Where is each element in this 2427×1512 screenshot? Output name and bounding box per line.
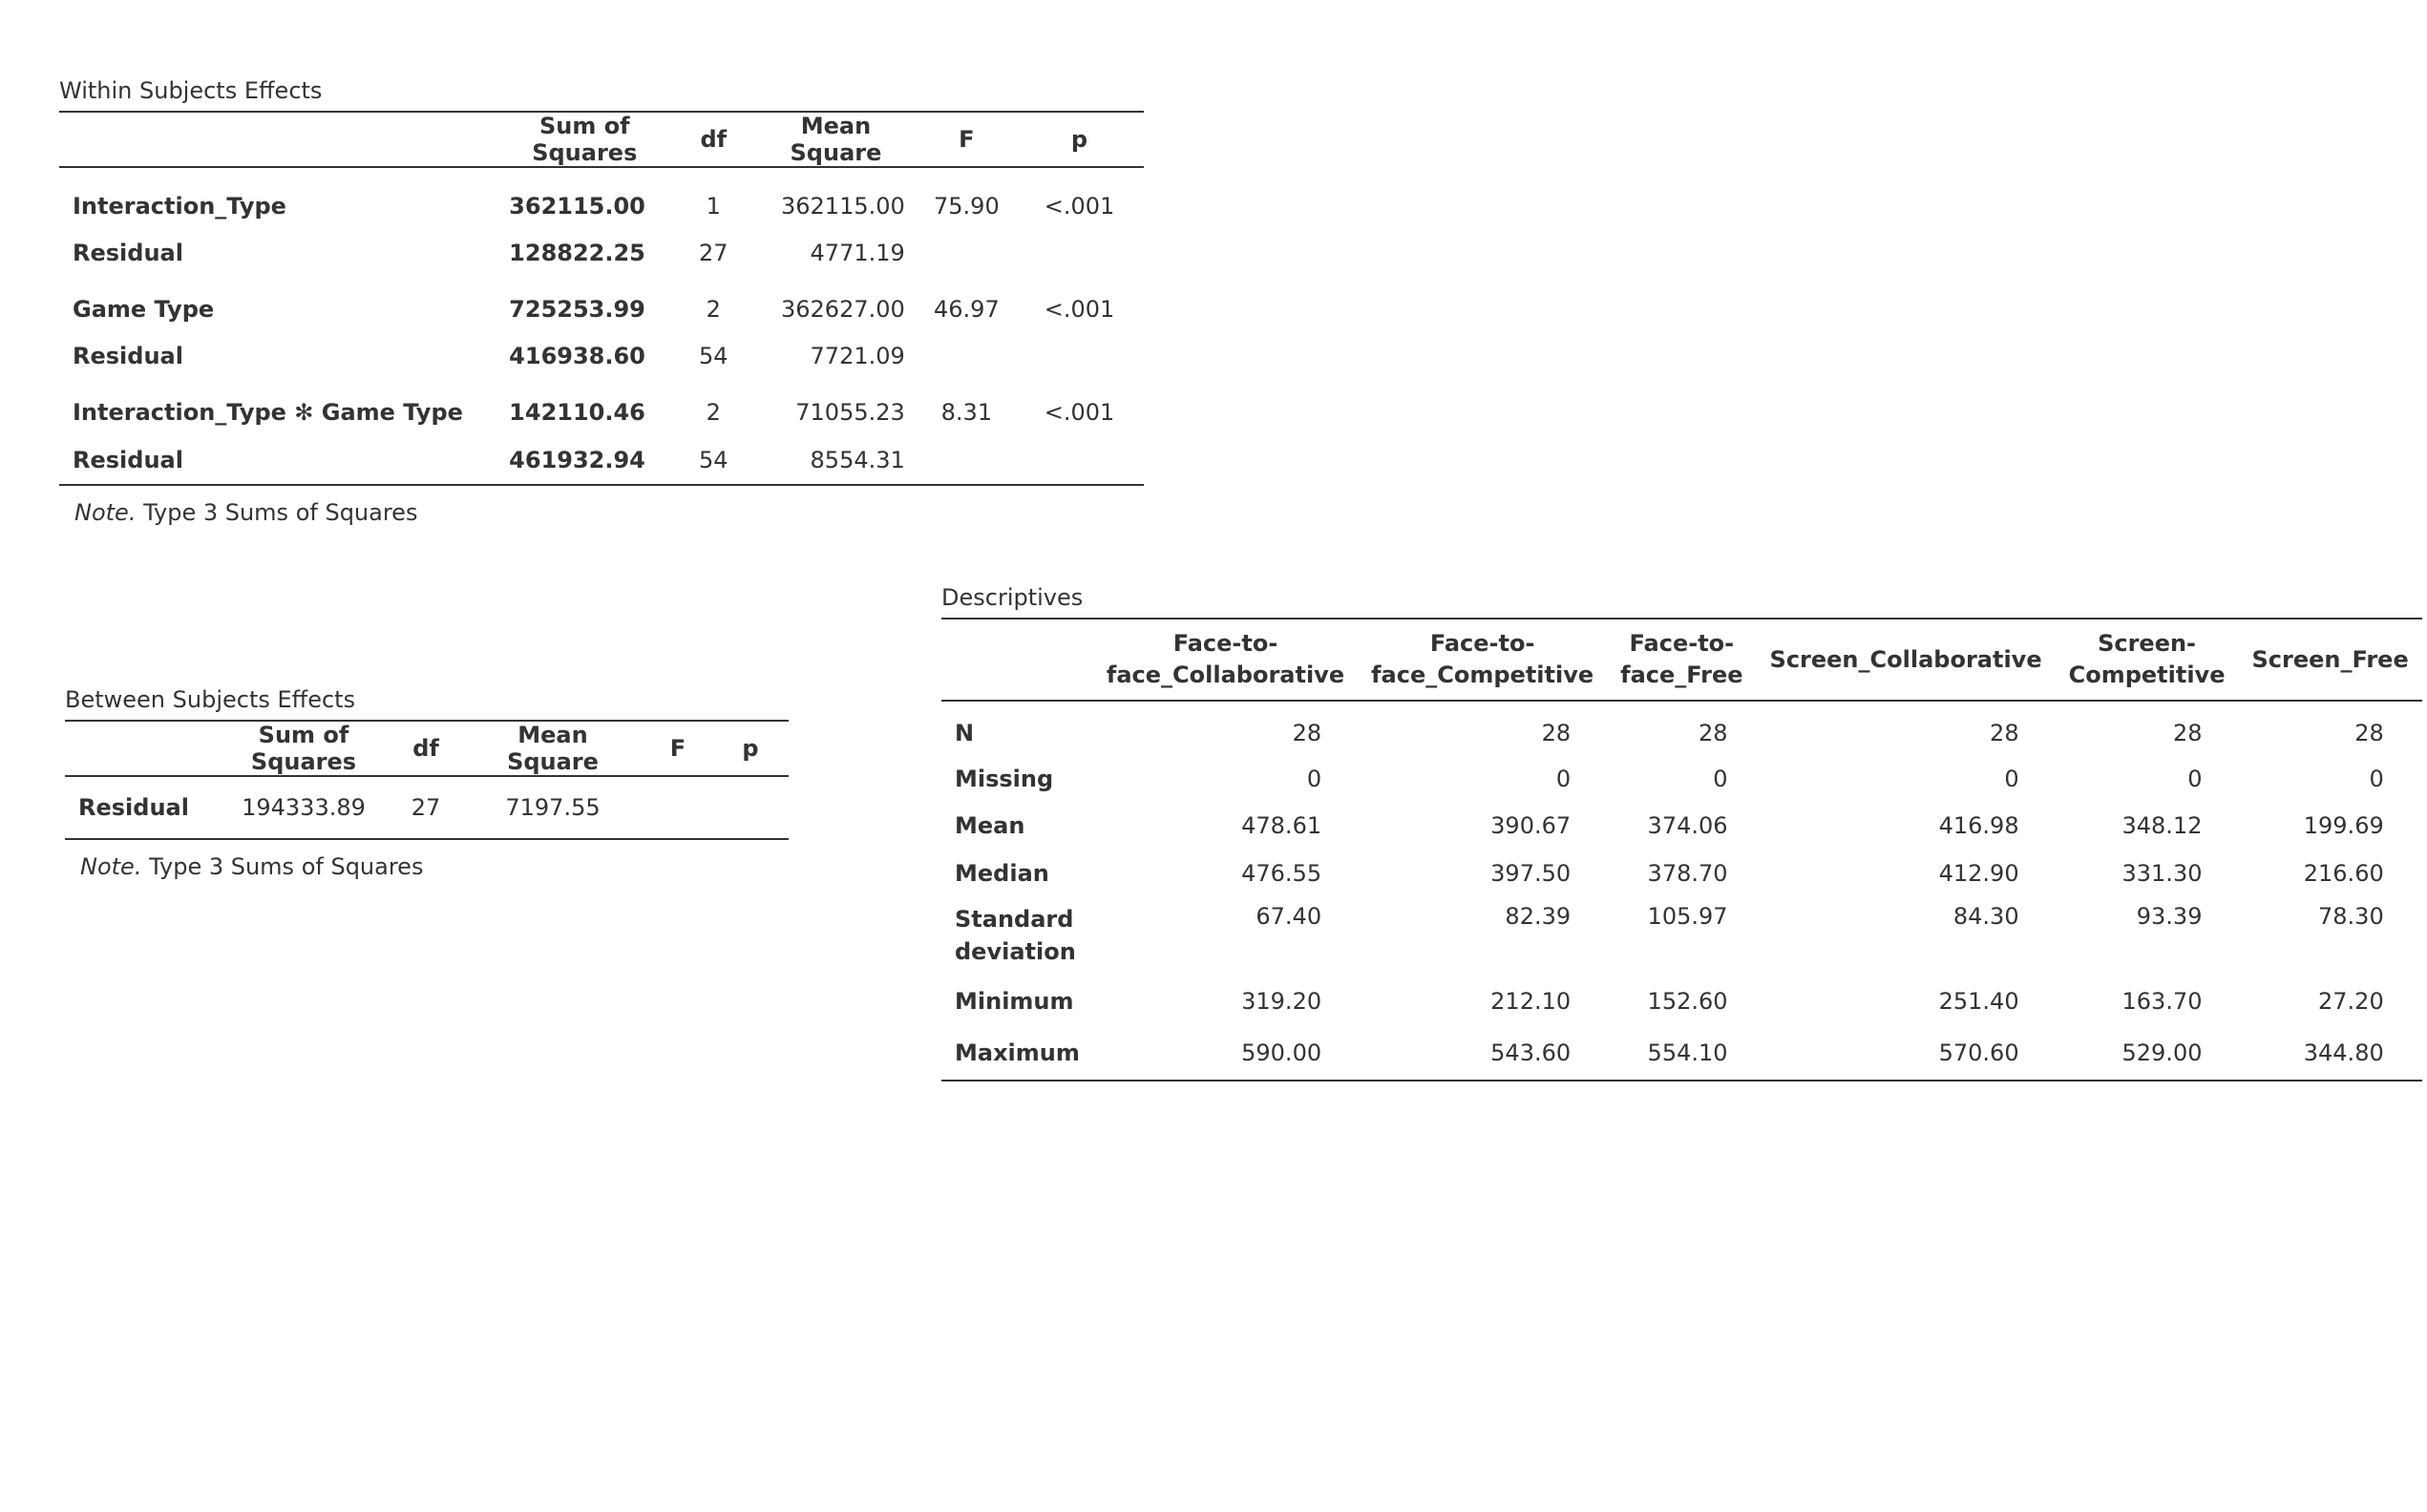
between-subjects-title: Between Subjects Effects bbox=[65, 686, 356, 713]
header-screen-competitive: Screen- Competitive bbox=[2068, 630, 2226, 688]
between-note bbox=[65, 840, 789, 880]
descriptives-table bbox=[941, 618, 2422, 1082]
table-row: N 28 28 28 28 28 28 bbox=[955, 720, 2384, 746]
header-screen-free: Screen_Free bbox=[2251, 646, 2409, 673]
table-row: Median 476.55 397.50 378.70 412.90 331.30 216.60 bbox=[955, 860, 2384, 887]
header-p: p bbox=[1070, 126, 1088, 153]
between-subjects-table bbox=[65, 720, 789, 840]
header-blank bbox=[65, 721, 218, 776]
header-f: F bbox=[669, 735, 686, 762]
header-face-to-face-competitive: Face-to- face_Competitive bbox=[1371, 630, 1594, 688]
header-face-to-face-free: Face-to- face_Free bbox=[1620, 630, 1743, 688]
descriptives-title: Descriptives bbox=[941, 584, 1084, 611]
table-row: Interaction_Type ✻ Game Type 142110.46 2 71055.23 8.31 <.001 bbox=[73, 398, 1115, 426]
table-row: Residual 128822.25 27 4771.19 bbox=[73, 239, 905, 266]
header-sum-of-squares: Sum of Squares bbox=[250, 722, 357, 775]
note-label: Note. bbox=[74, 499, 137, 526]
note-label: Note. bbox=[80, 853, 142, 880]
table-row: Residual 416938.60 54 7721.09 bbox=[73, 342, 905, 369]
header-screen-collaborative: Screen_Collaborative bbox=[1769, 646, 2042, 673]
header-p: p bbox=[742, 735, 759, 762]
header-mean-square: Mean Square bbox=[790, 113, 882, 166]
table-row: Mean 478.61 390.67 374.06 416.98 348.12 199.69 bbox=[955, 812, 2384, 839]
note-text: Type 3 Sums of Squares bbox=[136, 499, 418, 526]
header-f: F bbox=[959, 126, 975, 153]
within-note bbox=[59, 486, 1144, 526]
note-text: Type 3 Sums of Squares bbox=[141, 853, 424, 880]
descriptives-panel bbox=[941, 583, 2422, 1082]
table-row: Maximum 590.00 543.60 554.10 570.60 529.00 344.80 bbox=[941, 1025, 2422, 1081]
header-df: df bbox=[412, 735, 439, 762]
table-row: Standard deviation 67.40 82.39 105.97 84.30 93.39 78.30 bbox=[955, 903, 2384, 965]
header-blank bbox=[59, 112, 496, 167]
table-row: Interaction_Type 362115.00 1 362115.00 75.90 <.001 bbox=[73, 192, 1115, 220]
header-mean-square: Mean Square bbox=[507, 722, 599, 775]
within-subjects-panel bbox=[59, 76, 1144, 526]
header-df: df bbox=[700, 126, 728, 153]
header-sum-of-squares: Sum of Squares bbox=[532, 113, 638, 166]
header-face-to-face-collaborative: Face-to- face_Collaborative bbox=[1106, 630, 1345, 688]
header-blank bbox=[941, 619, 1093, 701]
table-row: Residual 461932.94 54 8554.31 bbox=[59, 435, 1144, 485]
table-row: Game Type 725253.99 2 362627.00 46.97 <.001 bbox=[73, 295, 1115, 323]
table-row: Minimum 319.20 212.10 152.60 251.40 163.70 27.20 bbox=[955, 988, 2384, 1015]
within-subjects-title: Within Subjects Effects bbox=[59, 77, 323, 104]
table-row: Residual 194333.89 27 7197.55 bbox=[65, 776, 789, 839]
within-subjects-table bbox=[59, 111, 1144, 486]
table-row: Missing 0 0 0 0 0 0 bbox=[955, 766, 2384, 792]
between-subjects-panel bbox=[65, 685, 789, 880]
